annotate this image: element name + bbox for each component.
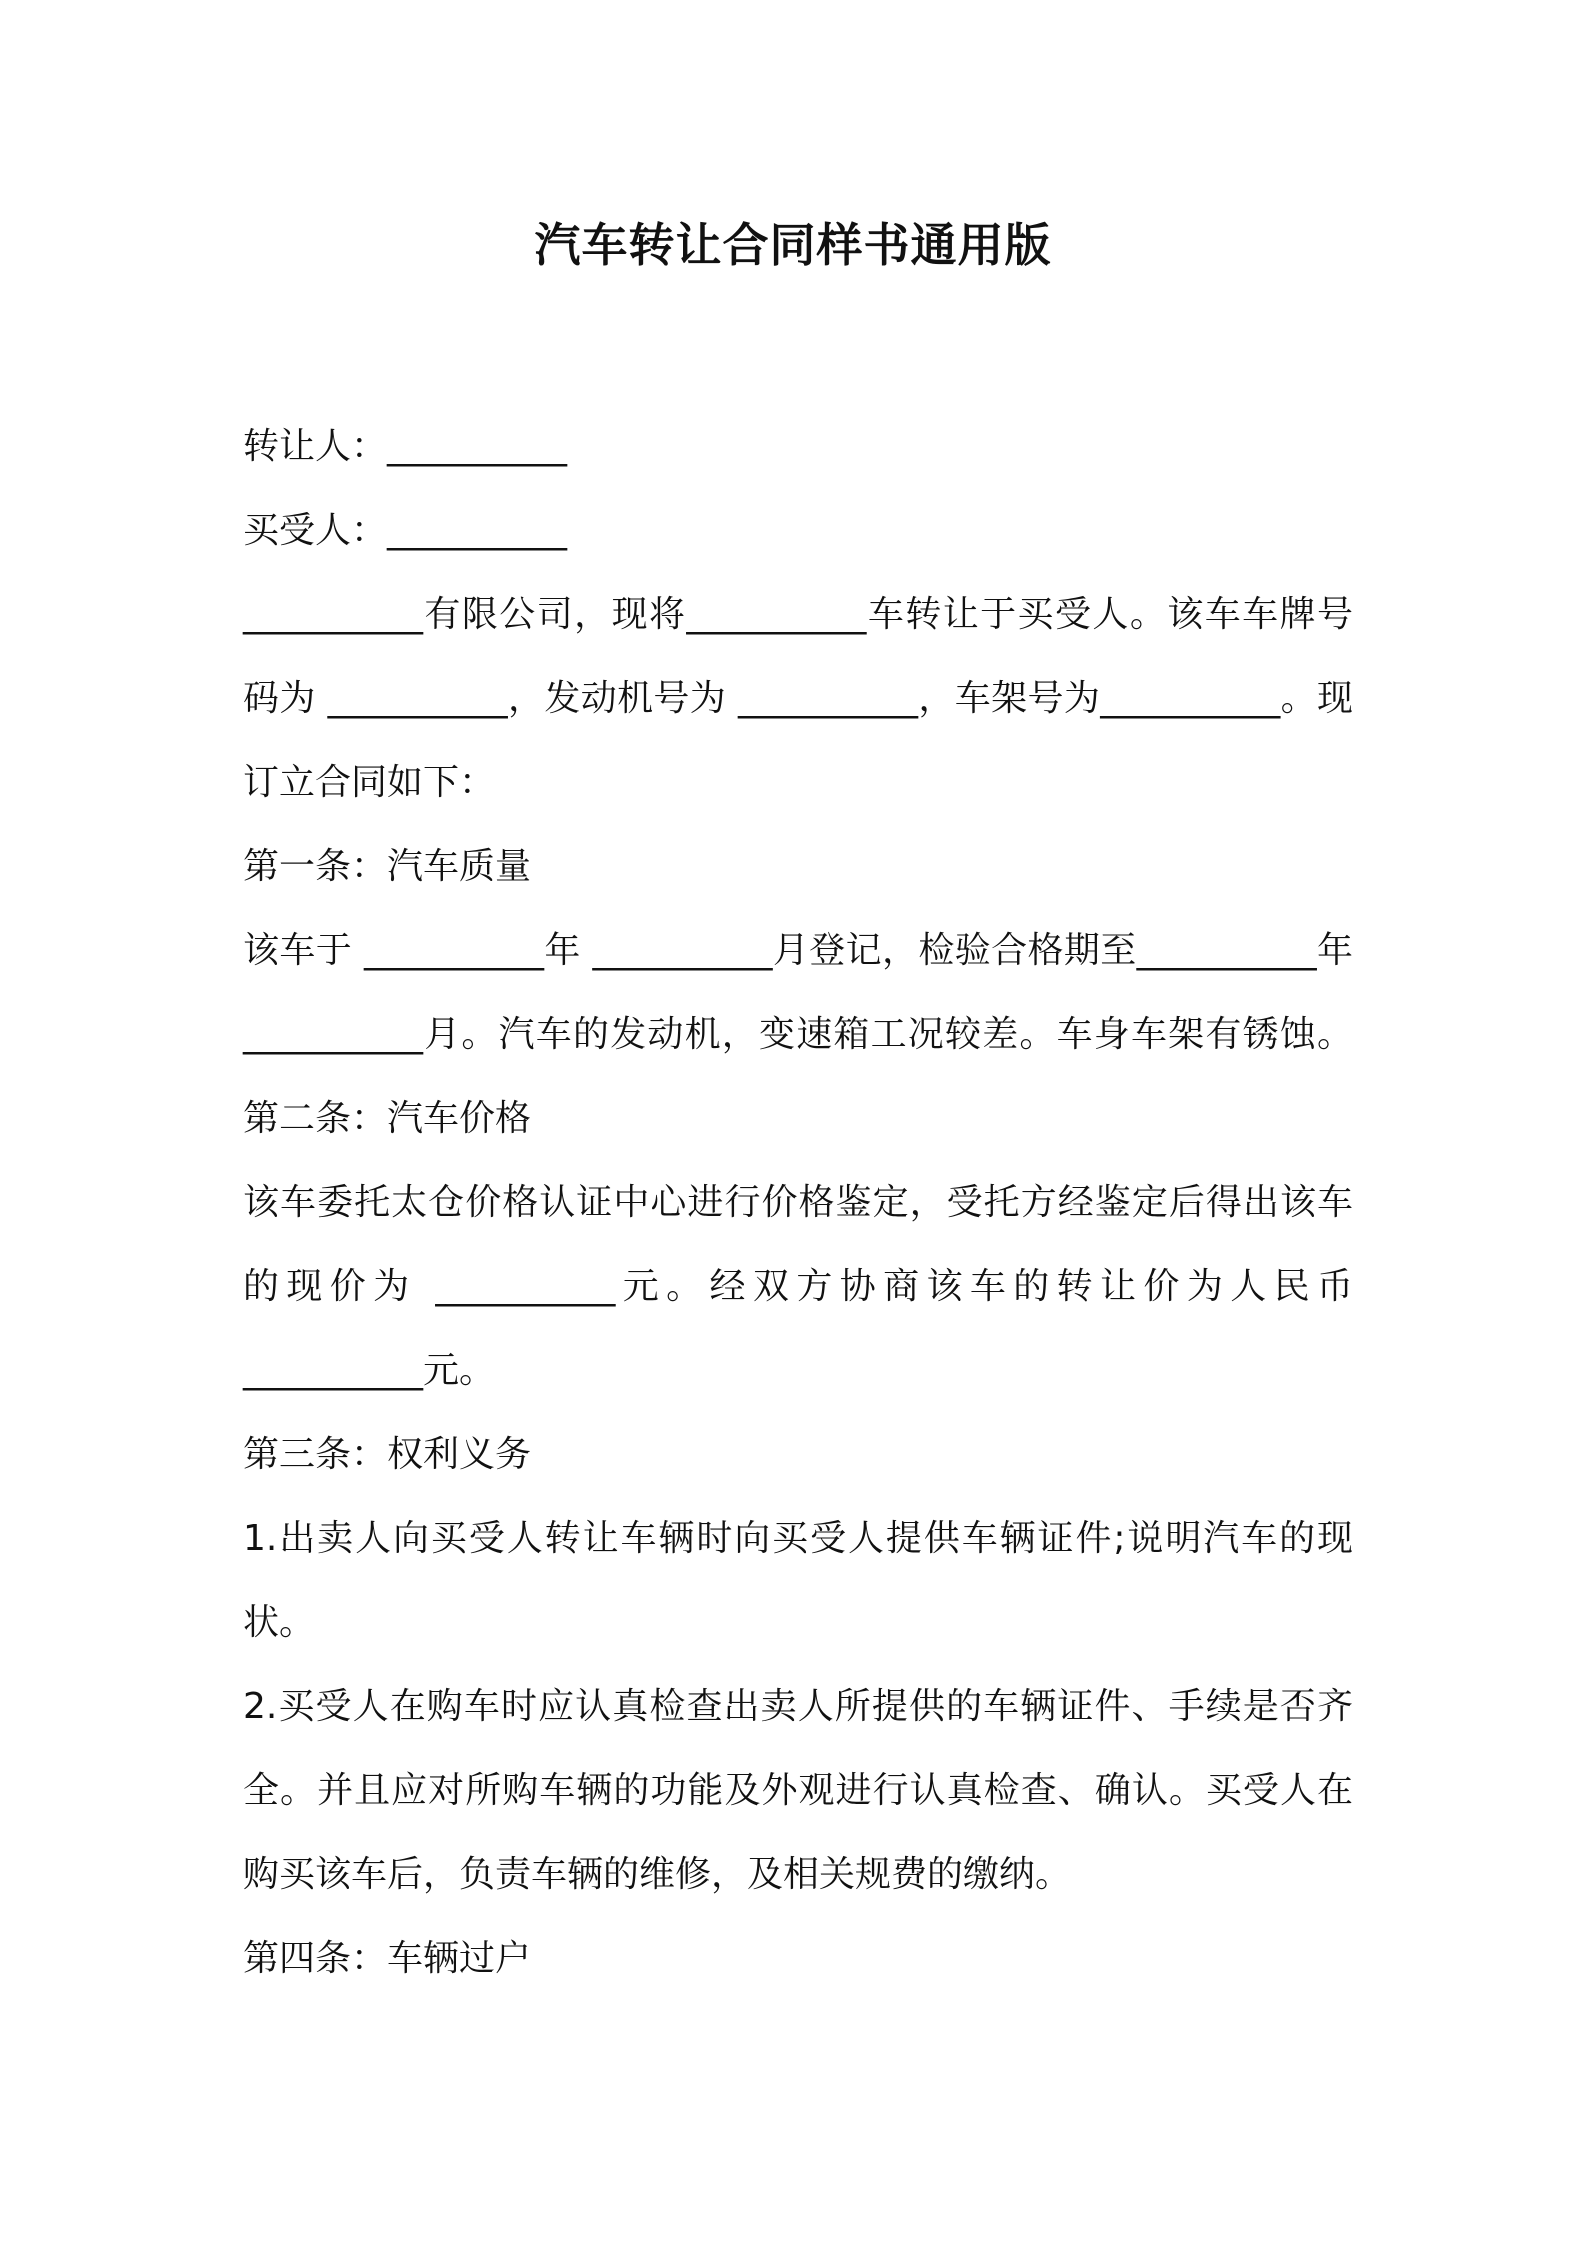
transferor-line: 转让人：__________ <box>243 426 568 467</box>
article-2-paragraph: 该车委托太仓价格认证中心进行价格鉴定，受托方经鉴定后得出该车的现价为 __________元。经双方协商该车的转让价为人民币__________元。 <box>243 1182 1353 1391</box>
article-3-clause-2: 2.买受人在购车时应认真检查出卖人所提供的车辆证件、手续是否齐全。并且应对所购车辆的功能及外观进行认真检查、确认。买受人在购买该车后，负责车辆的维修，及相关规费的缴纳。 <box>243 1686 1353 1895</box>
article-4-heading: 第四条：车辆过户 <box>243 1938 532 1979</box>
document-title: 汽车转让合同样书通用版 <box>534 218 1052 272</box>
article-3-clause-1: 1.出卖人向买受人转让车辆时向买受人提供车辆证件;说明汽车的现状。 <box>243 1518 1353 1643</box>
buyer-line: 买受人：__________ <box>243 510 568 551</box>
document-body <box>243 405 1353 2001</box>
article-1-heading: 第一条：汽车质量 <box>243 846 532 887</box>
article-1-paragraph: 该车于 __________年 __________月登记，检验合格期至__________年__________月。汽车的发动机，变速箱工况较差。车身车架有锈蚀。第二条：汽车价格 <box>243 930 1353 1139</box>
preamble-paragraph: __________有限公司，现将__________车转让于买受人。该车车牌号码为 __________，发动机号为 __________，车架号为__________。现订立合同如下： <box>243 594 1353 803</box>
article-3-heading: 第三条：权利义务 <box>243 1434 532 1475</box>
